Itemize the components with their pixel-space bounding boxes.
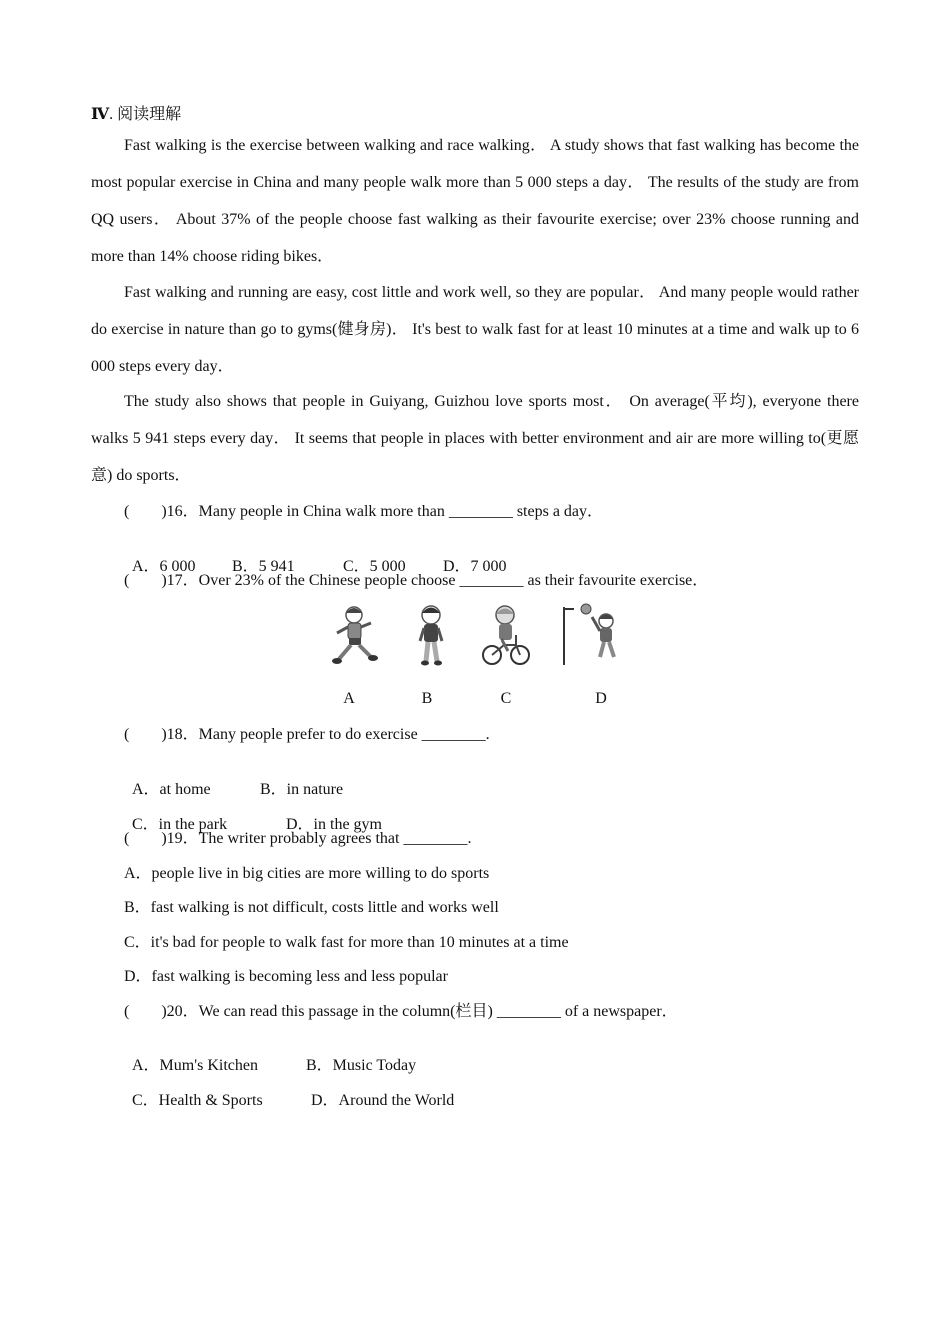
q18-option-d[interactable]: D．in the gym [286, 816, 382, 833]
q19-option-a[interactable]: A．people live in big cities are more willing to do sports [124, 865, 490, 882]
walking-boy-icon[interactable] [396, 603, 466, 671]
q18-option-a[interactable]: A．at home [132, 781, 211, 798]
q17-figure-label-b: B [421, 690, 433, 707]
question-18-stem: ( )18．Many people prefer to do exercise ________. [124, 726, 490, 743]
q16-option-c[interactable]: C．5 000 [343, 558, 406, 575]
basketball-boy-icon[interactable] [560, 603, 630, 671]
passage-paragraph-2: Fast walking and running are easy, cost little and work well, so they are popular． And many people would rather do exercise in nature than go to gyms(健身房)． It's best to walk fast for at least 10 minutes at a time and walk up to 6 000 steps every day． [91, 284, 859, 375]
q17-figure-row [0, 603, 950, 673]
q16-option-b[interactable]: B．5 941 [232, 558, 295, 575]
section-title [91, 101, 181, 124]
cycling-boy-icon[interactable] [472, 603, 542, 671]
question-20-options-row1 [124, 1036, 416, 1076]
q20-option-a[interactable]: A．Mum's Kitchen [132, 1057, 258, 1074]
passage-paragraph-3: The study also shows that people in Guiyang, Guizhou love sports most． On average(平均), everyone there walks 5 941 steps every day． It seems that people in places with better environment and air are more willing to(更愿意) do sports． [91, 393, 859, 484]
running-boy-icon[interactable] [321, 603, 391, 671]
q18-option-b[interactable]: B．in nature [260, 781, 344, 798]
question-18-options-row1 [124, 760, 343, 800]
question-17-stem: ( )17．Over 23% of the Chinese people choose ________ as their favourite exercise． [124, 572, 709, 589]
question-20-stem: ( )20．We can read this passage in the column(栏目) ________ of a newspaper． [124, 1003, 678, 1020]
question-16-stem: ( )16．Many people in China walk more than ________ steps a day． [124, 503, 604, 520]
q19-option-d[interactable]: D．fast walking is becoming less and less popular [124, 968, 448, 985]
q20-option-d[interactable]: D．Around the World [311, 1092, 455, 1109]
q20-option-c[interactable]: C．Health & Sports [132, 1092, 263, 1109]
section-heading: 阅读理解 [117, 106, 182, 123]
passage-paragraph-1: Fast walking is the exercise between walking and race walking． A study shows that fast walking has become the most popular exercise in China and many people walk more than 5 000 steps a day． The results of the study are from QQ users． About 37% of the people choose fast walking as their favourite exercise; over 23% choose running and more than 14% choose riding bikes． [91, 137, 859, 265]
section-separator: . [109, 106, 118, 123]
question-20-options-row2 [124, 1071, 454, 1111]
q18-option-c[interactable]: C．in the park [132, 816, 228, 833]
q19-option-c[interactable]: C．it's bad for people to walk fast for more than 10 minutes at a time [124, 934, 569, 951]
q17-figure-label-a: A [343, 690, 355, 707]
q19-option-b[interactable]: B．fast walking is not difficult, costs little and works well [124, 899, 499, 916]
q17-figure-label-c: C [500, 690, 512, 707]
q20-option-b[interactable]: B．Music Today [306, 1057, 417, 1074]
section-numeral: Ⅳ [91, 106, 110, 123]
q16-option-d[interactable]: D．7 000 [443, 558, 507, 575]
q17-figure-label-d: D [595, 690, 607, 707]
question-19-stem: ( )19．The writer probably agrees that ________. [124, 830, 472, 847]
q16-option-a[interactable]: A．6 000 [132, 558, 196, 575]
